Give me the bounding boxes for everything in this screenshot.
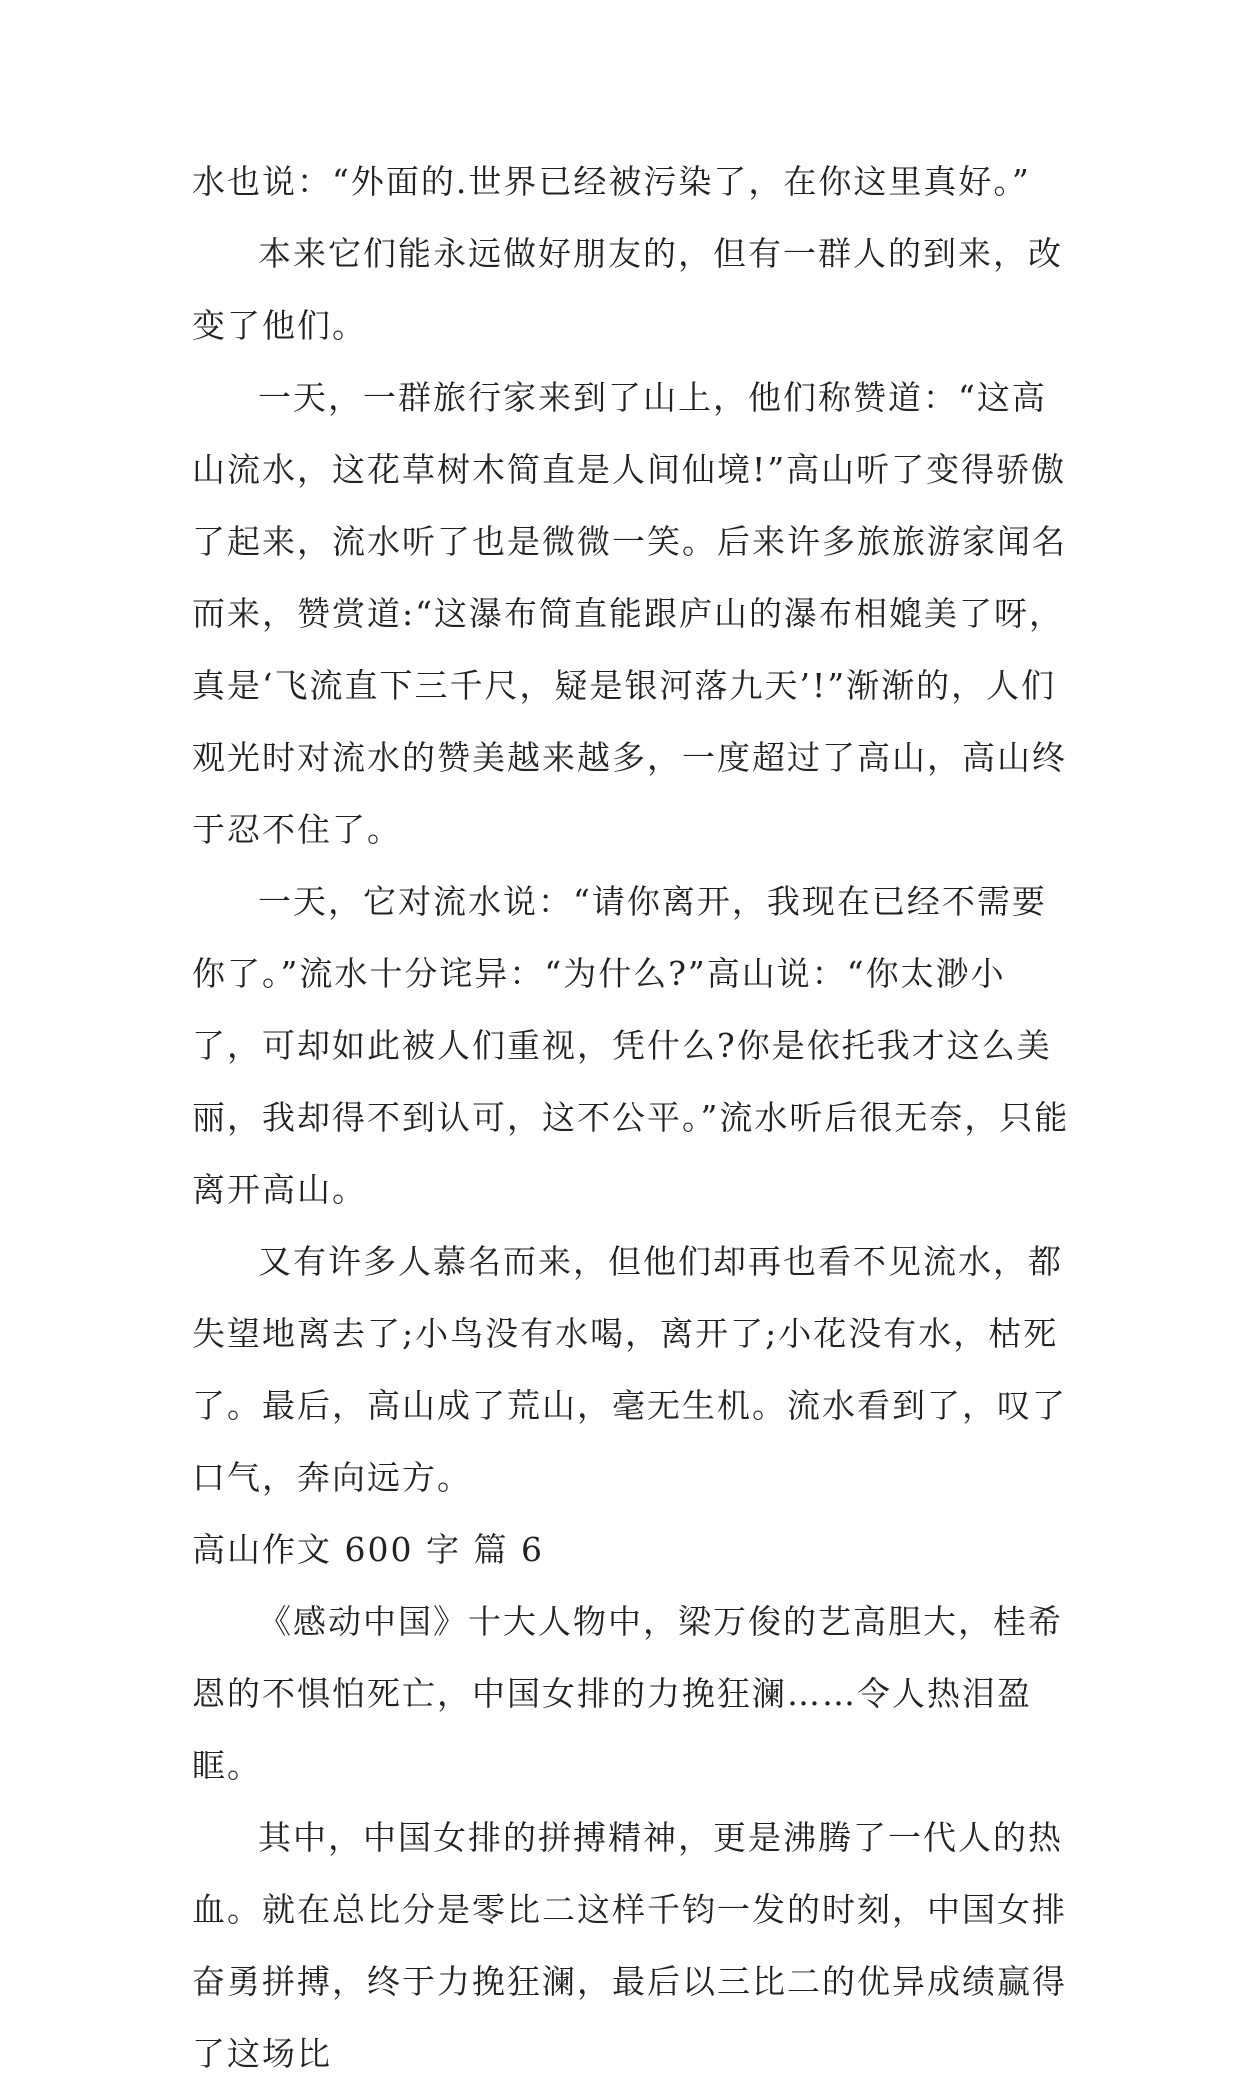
paragraph-1: 水也说：“外面的.世界已经被污染了，在你这里真好。” [192, 162, 1031, 201]
paragraph-3: 一天，一群旅行家来到了山上，他们称赞道：“这高山流水，这花草树木简直是人间仙境!”高山听了变得骄傲了起来，流水听了也是微微一笑。后来许多旅旅游家闻名而来，赞赏道:“这瀑布简直能跟庐山的瀑布相媲美了呀，真是‘飞流直下三千尺，疑是银河落九天’!”渐渐的，人们观光时对流水的赞美越来越多，一度超过了高山，高山终于忍不住了。 [192, 378, 1067, 849]
paragraph-7: 其中，中国女排的拼搏精神，更是沸腾了一代人的热血。就在总比分是零比二这样千钧一发的时刻，中国女排奋勇拼搏，终于力挽狂澜，最后以三比二的优异成绩赢得了这场比 [192, 1818, 1067, 2073]
paragraph-5: 又有许多人慕名而来，但他们却再也看不见流水，都失望地离去了;小鸟没有水喝，离开了;小花没有水，枯死了。最后，高山成了荒山，毫无生机。流水看到了，叹了口气，奔向远方。 [192, 1242, 1067, 1497]
document-body [192, 146, 1072, 2090]
paragraph-6: 《感动中国》十大人物中，梁万俊的艺高胆大，桂希恩的不惧怕死亡，中国女排的力挽狂澜……令人热泪盈眶。 [192, 1602, 1063, 1785]
paragraph-2: 本来它们能永远做好朋友的，但有一群人的到来，改变了他们。 [192, 234, 1063, 345]
section-heading: 高山作文 600 字 篇 6 [192, 1530, 544, 1569]
paragraph-4: 一天，它对流水说：“请你离开，我现在已经不需要你了。”流水十分诧异：“为什么?”高山说：“你太渺小了，可却如此被人们重视，凭什么?你是依托我才这么美丽，我却得不到认可，这不公平。”流水听后很无奈，只能离开高山。 [192, 882, 1070, 1209]
